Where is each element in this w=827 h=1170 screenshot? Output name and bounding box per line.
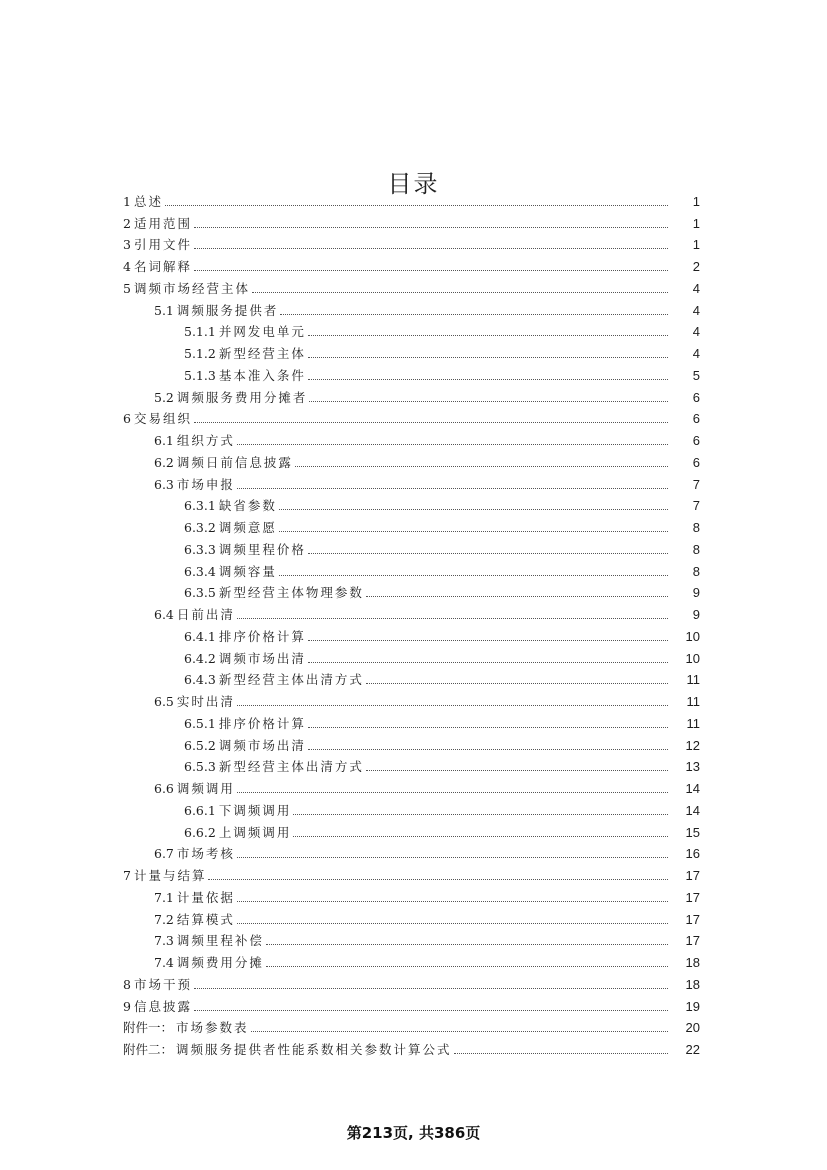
toc-entry-page-number: 16 — [685, 846, 700, 862]
toc-entry-number: 6.3.2 — [184, 520, 216, 535]
toc-entry-page-number: 8 — [692, 520, 700, 535]
toc-entry[interactable] — [0, 600, 827, 622]
toc-entry[interactable] — [0, 644, 827, 666]
toc-entry-number: 6.7 — [154, 846, 174, 862]
toc-entry-title: 日前出清 — [176, 607, 235, 622]
toc-entry-title: 调频服务提供者 — [176, 302, 279, 318]
toc-entry-number: 附件一： — [123, 1020, 174, 1036]
toc-dot-leader — [194, 247, 668, 249]
toc-entry-title: 组织方式 — [176, 433, 235, 448]
page-footer: 第213页, 共386页 — [346, 1124, 481, 1142]
toc-entry-title: 基本准入条件 — [218, 367, 306, 383]
toc-entry[interactable] — [0, 187, 827, 209]
toc-entry-page-number: 15 — [685, 824, 700, 840]
toc-entry[interactable] — [0, 383, 827, 405]
toc-entry-page-number: 17 — [685, 889, 700, 905]
toc-entry[interactable] — [0, 774, 827, 796]
toc-dot-leader — [237, 443, 668, 445]
toc-entry[interactable] — [0, 274, 827, 296]
toc-dot-leader — [194, 269, 668, 271]
toc-dot-leader — [237, 922, 668, 924]
toc-entry-title: 调频费用分摊 — [176, 955, 264, 970]
toc-entry[interactable] — [0, 579, 827, 601]
toc-entry-title: 交易组织 — [133, 411, 192, 427]
toc-entry[interactable] — [0, 361, 827, 383]
toc-entry-page-number: 5 — [692, 367, 700, 383]
toc-entry-page-number: 6 — [692, 389, 700, 405]
toc-entry-page-number: 14 — [685, 802, 700, 818]
toc-entry[interactable] — [0, 557, 827, 579]
toc-entry-number: 6.6.2 — [184, 824, 216, 840]
toc-dot-leader — [295, 465, 668, 467]
toc-entry-page-number: 6 — [692, 433, 700, 448]
toc-entry-number: 7.1 — [154, 889, 174, 905]
toc-entry[interactable] — [0, 231, 827, 253]
toc-entry[interactable] — [0, 992, 827, 1014]
toc-entry-number: 6.3.3 — [184, 541, 216, 557]
toc-dot-leader — [251, 1030, 668, 1032]
toc-entry[interactable] — [0, 492, 827, 514]
toc-entry[interactable] — [0, 448, 827, 470]
toc-entry-page-number: 10 — [685, 650, 700, 666]
toc-dot-leader — [252, 291, 668, 293]
toc-entry-number: 6 — [123, 411, 131, 427]
toc-entry-page-number: 4 — [692, 280, 700, 296]
toc-entry-page-number: 20 — [685, 1020, 700, 1036]
toc-entry-number: 7.2 — [154, 911, 174, 927]
toc-entry-title: 新型经营主体出清方式 — [218, 759, 364, 775]
toc-dot-leader — [194, 1009, 668, 1011]
toc-entry-number: 1 — [123, 193, 131, 209]
toc-entry[interactable] — [0, 753, 827, 775]
toc-dot-leader — [237, 856, 668, 858]
toc-entry[interactable] — [0, 687, 827, 709]
toc-entry-title: 引用文件 — [133, 237, 192, 253]
toc-entry-page-number: 11 — [686, 672, 700, 688]
toc-entry-page-number: 22 — [685, 1042, 700, 1057]
toc-entry-number: 6.4 — [154, 607, 174, 622]
toc-entry-page-number: 7 — [692, 498, 700, 514]
toc-entry-title: 并网发电单元 — [218, 324, 306, 340]
toc-dot-leader — [308, 748, 668, 750]
toc-entry-number: 6.5.3 — [184, 759, 216, 775]
toc-entry-page-number: 8 — [692, 541, 700, 557]
toc-entry-page-number: 4 — [692, 346, 700, 361]
toc-entry-page-number: 11 — [686, 715, 700, 731]
toc-entry[interactable] — [0, 905, 827, 927]
toc-entry-title: 总述 — [133, 193, 163, 209]
toc-dot-leader — [208, 878, 668, 880]
toc-entry[interactable] — [0, 970, 827, 992]
toc-dot-leader — [279, 574, 668, 576]
toc-entry[interactable] — [0, 948, 827, 970]
toc-entry-title: 排序价格计算 — [218, 628, 306, 644]
toc-entry-title: 调频服务费用分摊者 — [176, 389, 308, 405]
toc-entry-page-number: 17 — [685, 868, 700, 883]
toc-dot-leader — [280, 313, 668, 315]
toc-entry-title: 实时出清 — [176, 694, 235, 709]
toc-entry-title: 调频里程补偿 — [176, 933, 264, 949]
toc-entry[interactable] — [0, 883, 827, 905]
toc-entry-page-number: 1 — [692, 237, 700, 253]
toc-entry[interactable] — [0, 405, 827, 427]
toc-entry-number: 附件二： — [123, 1042, 174, 1057]
toc-entry-title: 调频服务提供者性能系数相关参数计算公式 — [176, 1042, 452, 1057]
toc-entry-number: 8 — [123, 976, 131, 992]
toc-entry-title: 排序价格计算 — [218, 715, 306, 731]
toc-entry-page-number: 19 — [685, 998, 700, 1014]
toc-dot-leader — [308, 356, 668, 358]
toc-dot-leader — [308, 661, 668, 663]
toc-entry-title: 新型经营主体出清方式 — [218, 672, 364, 688]
toc-dot-leader — [293, 813, 668, 815]
toc-entry-title: 调频调用 — [176, 781, 235, 796]
toc-entry-number: 6.4.2 — [184, 650, 216, 666]
toc-entry-number: 7.4 — [154, 955, 174, 970]
toc-entry-title: 新型经营主体物理参数 — [218, 585, 364, 601]
toc-entry-title: 结算模式 — [176, 911, 235, 927]
toc-dot-leader — [366, 769, 668, 771]
toc-entry[interactable] — [0, 666, 827, 688]
toc-entry[interactable] — [0, 796, 827, 818]
toc-entry-page-number: 12 — [685, 737, 700, 753]
toc-entry-number: 6.5 — [154, 694, 174, 709]
toc-entry-page-number: 10 — [685, 628, 700, 644]
toc-entry[interactable] — [0, 709, 827, 731]
toc-entry-number: 5.1 — [154, 302, 174, 318]
toc-entry-number: 5.1.3 — [184, 367, 216, 383]
toc-entry-title: 新型经营主体 — [218, 346, 306, 361]
toc-dot-leader — [194, 226, 668, 228]
toc-entry[interactable] — [0, 535, 827, 557]
toc-entry-page-number: 4 — [692, 324, 700, 340]
toc-entry-page-number: 14 — [685, 781, 700, 796]
page-title: 目录 — [387, 170, 440, 199]
toc-entry-page-number: 17 — [685, 933, 700, 949]
toc-entry-title: 计量与结算 — [133, 868, 207, 883]
toc-entry-number: 7 — [123, 868, 131, 883]
toc-entry[interactable] — [0, 840, 827, 862]
toc-entry[interactable] — [0, 731, 827, 753]
toc-entry-page-number: 9 — [692, 607, 700, 622]
toc-entry[interactable] — [0, 861, 827, 883]
toc-entry-number: 6.3.5 — [184, 585, 216, 601]
toc-entry-title: 调频日前信息披露 — [176, 454, 293, 470]
toc-dot-leader — [237, 900, 668, 902]
toc-entry[interactable] — [0, 513, 827, 535]
toc-entry-number: 3 — [123, 237, 131, 253]
toc-dot-leader — [308, 334, 668, 336]
toc-entry-page-number: 1 — [692, 193, 700, 209]
toc-entry-title: 市场考核 — [176, 846, 235, 862]
toc-entry-title: 下调频调用 — [218, 802, 292, 818]
toc-entry-number: 5.1.2 — [184, 346, 216, 361]
toc-dot-leader — [309, 400, 668, 402]
toc-entry-title: 计量依据 — [176, 889, 235, 905]
toc-entry-title: 调频意愿 — [218, 520, 277, 535]
toc-entry[interactable] — [0, 318, 827, 340]
toc-dot-leader — [279, 530, 668, 532]
toc-entry-number: 5.2 — [154, 389, 174, 405]
toc-dot-leader — [366, 682, 668, 684]
toc-entry-page-number: 8 — [692, 563, 700, 579]
toc-dot-leader — [266, 943, 668, 945]
toc-entry[interactable] — [0, 296, 827, 318]
toc-entry-number: 4 — [123, 259, 131, 274]
toc-entry-page-number: 4 — [692, 302, 700, 318]
toc-dot-leader — [308, 639, 668, 641]
toc-dot-leader — [454, 1052, 668, 1054]
toc-entry[interactable] — [0, 252, 827, 274]
toc-entry-title: 市场申报 — [176, 476, 235, 492]
toc-entry-title: 适用范围 — [133, 215, 192, 231]
toc-entry[interactable] — [0, 470, 827, 492]
toc-entry-title: 缺省参数 — [218, 498, 277, 514]
toc-entry[interactable] — [0, 818, 827, 840]
toc-dot-leader — [279, 508, 668, 510]
toc-entry-page-number: 6 — [692, 411, 700, 427]
toc-dot-leader — [237, 791, 668, 793]
toc-entry-number: 6.3 — [154, 476, 174, 492]
toc-entry-page-number: 6 — [692, 454, 700, 470]
toc-entry-number: 5 — [123, 280, 131, 296]
toc-entry-number: 2 — [123, 215, 131, 231]
toc-entry-title: 调频里程价格 — [218, 541, 306, 557]
toc-entry-number: 6.5.2 — [184, 737, 216, 753]
toc-dot-leader — [237, 617, 668, 619]
toc-entry-number: 6.4.3 — [184, 672, 216, 688]
toc-entry[interactable] — [0, 1014, 827, 1036]
toc-dot-leader — [308, 726, 668, 728]
toc-entry-page-number: 13 — [685, 759, 700, 775]
toc-entry-title: 市场干预 — [133, 976, 192, 992]
toc-dot-leader — [165, 204, 668, 206]
toc-entry-number: 6.5.1 — [184, 715, 216, 731]
toc-entry[interactable] — [0, 622, 827, 644]
toc-dot-leader — [266, 965, 668, 967]
toc-entry-number: 6.2 — [154, 454, 174, 470]
toc-entry-title: 市场参数表 — [176, 1020, 249, 1036]
toc-entry-number: 7.3 — [154, 933, 174, 949]
toc-entry-title: 上调频调用 — [218, 824, 292, 840]
toc-entry-number: 6.1 — [154, 433, 174, 448]
toc-entry[interactable] — [0, 426, 827, 448]
toc-dot-leader — [194, 987, 668, 989]
toc-entry-title: 信息披露 — [133, 998, 192, 1014]
toc-entry[interactable] — [0, 1035, 827, 1057]
toc-dot-leader — [194, 421, 668, 423]
toc-entry-page-number: 1 — [692, 215, 700, 231]
toc-entry-number: 6.3.4 — [184, 563, 216, 579]
toc-entry-title: 名词解释 — [133, 259, 192, 274]
toc-entry-title: 调频市场出清 — [218, 650, 306, 666]
toc-dot-leader — [237, 704, 668, 706]
toc-entry-number: 5.1.1 — [184, 324, 216, 340]
toc-dot-leader — [293, 835, 668, 837]
toc-entry-page-number: 11 — [686, 694, 700, 709]
toc-entry-number: 6.6.1 — [184, 802, 216, 818]
toc-entry[interactable] — [0, 927, 827, 949]
table-of-contents — [0, 187, 827, 1057]
toc-entry-title: 调频市场经营主体 — [133, 280, 250, 296]
toc-dot-leader — [308, 552, 668, 554]
toc-entry-number: 6.3.1 — [184, 498, 216, 514]
toc-entry[interactable] — [0, 339, 827, 361]
toc-entry-title: 调频容量 — [218, 563, 277, 579]
toc-entry-number: 6.4.1 — [184, 628, 216, 644]
toc-dot-leader — [308, 378, 668, 380]
toc-entry-page-number: 17 — [685, 911, 700, 927]
toc-entry-page-number: 18 — [685, 955, 700, 970]
toc-entry-page-number: 7 — [692, 476, 700, 492]
toc-entry-title: 调频市场出清 — [218, 737, 306, 753]
toc-entry-page-number: 9 — [692, 585, 700, 601]
toc-dot-leader — [237, 487, 668, 489]
toc-entry-page-number: 18 — [685, 976, 700, 992]
toc-entry-page-number: 2 — [692, 259, 700, 274]
toc-entry[interactable] — [0, 209, 827, 231]
toc-dot-leader — [366, 595, 668, 597]
toc-entry-number: 6.6 — [154, 781, 174, 796]
toc-entry-number: 9 — [123, 998, 131, 1014]
